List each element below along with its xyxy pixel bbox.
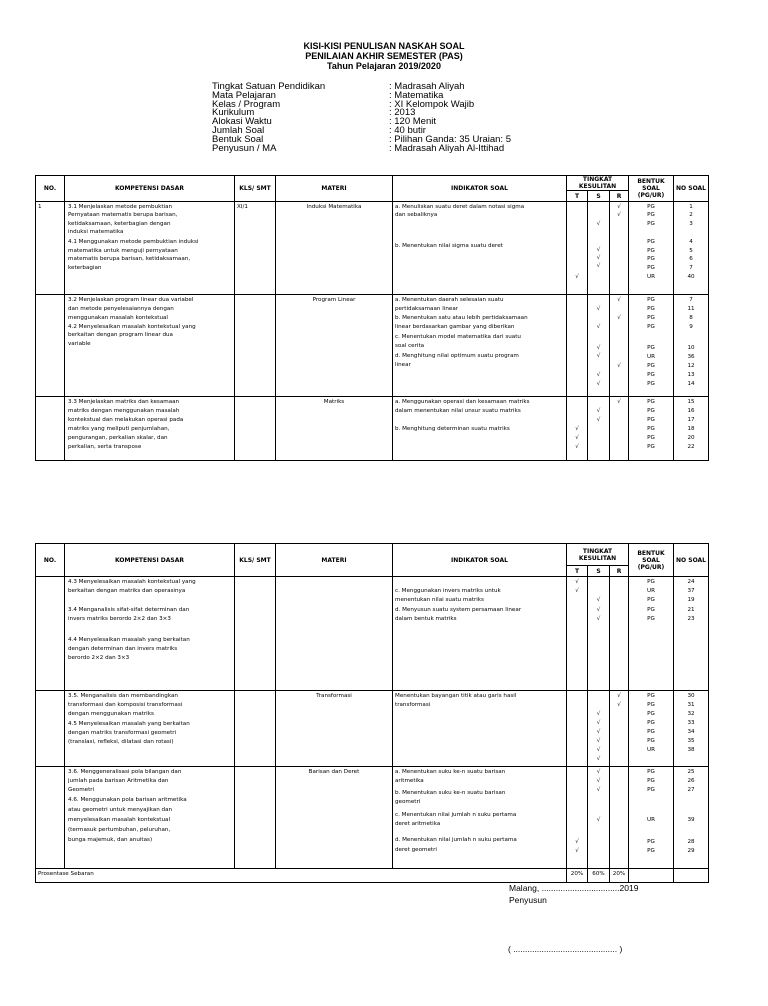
no-soal: 27 xyxy=(687,787,695,793)
kd-line: 4.2 Menyelesaikan masalah kontekstual yang xyxy=(68,324,196,330)
no-soal: 35 xyxy=(687,738,695,744)
materi: Transformasi xyxy=(316,693,352,699)
bentuk-soal: PG xyxy=(647,769,655,775)
no-soal: 37 xyxy=(687,588,695,594)
indikator-line: soal cerita xyxy=(395,343,425,349)
no-soal: 1 xyxy=(689,204,693,210)
no-soal: 23 xyxy=(687,616,695,622)
no-soal: 22 xyxy=(687,444,695,450)
col-nosoal: NO SOAL xyxy=(674,176,709,202)
bentuk-soal: PG xyxy=(647,778,655,784)
bentuk-soal: PG xyxy=(647,693,655,699)
kd-line: matematika untuk menguji pernyataan xyxy=(68,248,178,254)
no-soal: 2 xyxy=(689,212,693,218)
col-no: NO. xyxy=(36,176,65,202)
no-soal: 24 xyxy=(687,579,695,585)
kd-line: matriks dengan menggunakan masalah xyxy=(68,408,180,414)
check-mark: √ xyxy=(575,848,579,854)
info-value: : 2013 xyxy=(389,107,416,119)
bentuk-soal: PG xyxy=(647,848,655,854)
no-soal: 8 xyxy=(689,315,693,321)
no-soal: 36 xyxy=(687,354,695,360)
col-kls: KLS/ SMT xyxy=(235,544,276,577)
kd-line: 4.5 Menyelesaikan masalah yang berkaitan xyxy=(68,721,190,727)
no-soal: 38 xyxy=(687,747,695,753)
col-s: S xyxy=(588,566,610,577)
check-mark: √ xyxy=(596,408,601,414)
bentuk-soal: PG xyxy=(647,738,655,744)
check-mark: √ xyxy=(617,297,621,303)
kd-line: 3.5. Menganalisis dan membandingkan xyxy=(68,693,178,699)
no-soal: 7 xyxy=(689,265,693,271)
check-mark: √ xyxy=(596,417,601,423)
check-mark: √ xyxy=(575,274,579,280)
bentuk-soal: PG xyxy=(647,381,655,387)
no-soal: 32 xyxy=(687,711,695,717)
kd-line: 3.4 Menganalisis sifat-sifat determinan dan xyxy=(68,607,190,613)
bentuk-soal: PG xyxy=(647,729,655,735)
indikator-line: b. Menentukan satu atau lebih pertidaksamaan xyxy=(395,315,528,321)
info-key: Jumlah Soal xyxy=(212,124,265,136)
table-footer-row xyxy=(36,869,709,883)
bentuk-soal: UR xyxy=(647,747,655,753)
indikator-line: transformasi xyxy=(395,702,431,708)
bentuk-soal: PG xyxy=(647,239,655,245)
indikator-line: menentukan nilai suatu matriks xyxy=(395,597,484,603)
bentuk-soal: PG xyxy=(647,408,655,414)
bentuk-soal: PG xyxy=(647,256,655,262)
indikator-line: dalam bentuk matriks xyxy=(395,616,457,622)
kd-line: dengan menggunakan matriks xyxy=(68,711,154,717)
kd-line: 3.2 Menjelaskan program linear dua variabel xyxy=(68,297,194,303)
kd-line: berkaitan dengan matriks dan operasinya xyxy=(68,588,186,594)
info-value: : Madrasah Aliyah Al-Ittihad xyxy=(389,142,505,154)
kd-line: keterbagian xyxy=(68,265,102,271)
col-bentuk: BENTUK SOAL (PG/UR) xyxy=(629,176,674,202)
kd-line: (termasuk pertumbuhan, peluruhan, xyxy=(68,827,171,833)
doc-year: Tahun Pelajaran 2019/2020 xyxy=(327,61,441,71)
kd-line: berordo 2×2 dan 3×3 xyxy=(68,655,130,661)
check-mark: √ xyxy=(596,756,601,762)
no-soal: 30 xyxy=(687,693,695,699)
kd-line: matriks yang meliputi penjumlahan, xyxy=(68,426,170,432)
bentuk-soal: UR xyxy=(647,354,655,360)
indikator-line: d. Menyusun suatu system persamaan linear xyxy=(395,607,522,613)
indikator-line: b. Menghitung determinan suatu matriks xyxy=(395,426,510,432)
bentuk-soal: UR xyxy=(647,817,655,823)
bentuk-soal: PG xyxy=(647,372,655,378)
indikator-line: a. Menuliskan suatu deret dalam notasi sigma xyxy=(395,204,525,210)
bentuk-soal: PG xyxy=(647,839,655,845)
no-soal: 40 xyxy=(687,274,695,280)
no-soal: 11 xyxy=(687,306,695,312)
check-mark: √ xyxy=(596,769,601,775)
kd-line: perkalian, serta transpose xyxy=(68,444,142,450)
check-mark: √ xyxy=(596,345,601,351)
kd-line: dengan determinan dan invers matriks xyxy=(68,646,178,652)
materi: Barisan dan Deret xyxy=(308,769,360,775)
indikator-line: b. Menentukan nilai sigma suatu deret xyxy=(395,243,503,249)
check-mark: √ xyxy=(596,597,601,603)
table-row xyxy=(36,202,709,295)
col-tingkat: TINGKAT KESULITAN xyxy=(567,544,629,566)
bentuk-soal: UR xyxy=(647,274,655,280)
check-mark: √ xyxy=(596,729,601,735)
no-soal: 20 xyxy=(687,435,695,441)
col-materi: MATERI xyxy=(276,176,393,202)
col-r: R xyxy=(610,566,629,577)
bentuk-soal: PG xyxy=(647,265,655,271)
col-s: S xyxy=(588,191,610,202)
indikator-line: geometri xyxy=(395,799,421,805)
info-key: Kurikulum xyxy=(212,107,255,119)
no-soal: 10 xyxy=(687,345,695,351)
indikator-line: d. Menentukan nilai jumlah n suku pertama xyxy=(395,837,517,843)
col-nosoal: NO SOAL xyxy=(674,544,709,577)
col-bentuk: BENTUK SOAL (PG/UR) xyxy=(629,544,674,577)
kd-line: menggunakan masalah kontekstual xyxy=(68,315,168,321)
indikator-line: dalam menentukan nilai unsur suatu matriks xyxy=(395,408,521,414)
kd-line: jumlah pada barisan Aritmetika dan xyxy=(68,778,169,784)
bentuk-soal: PG xyxy=(647,345,655,351)
col-t: T xyxy=(567,566,588,577)
kisi-table-1 xyxy=(35,175,709,461)
no-soal: 34 xyxy=(687,729,695,735)
check-mark: √ xyxy=(575,426,579,432)
no-soal: 15 xyxy=(687,399,695,405)
no-soal: 4 xyxy=(689,239,693,245)
kd-line: 3.6. Menggeneralisasi pola bilangan dan xyxy=(68,769,182,775)
materi: Program Linear xyxy=(312,297,356,303)
info-value: : XI Kelompok Wajib xyxy=(389,98,475,110)
kd-line: dan metode penyelesaiannya dengan xyxy=(68,306,174,312)
bentuk-soal: PG xyxy=(647,306,655,312)
kd-line: berkaitan dengan program linear dua xyxy=(68,332,173,338)
check-mark: √ xyxy=(596,306,601,312)
kd-line: induksi matematika xyxy=(68,229,124,235)
info-value: : 40 butir xyxy=(389,124,426,136)
col-kompetensi: KOMPETENSI DASAR xyxy=(65,176,235,202)
indikator-line: a. Menggunakan operasi dan kesamaan matriks xyxy=(395,399,530,405)
kd-line: 4.1 Menggunakan metode pembuktian induksi xyxy=(68,239,199,245)
row-no: 1 xyxy=(38,204,42,210)
check-mark: √ xyxy=(596,607,601,613)
kd-line: Pernyataan matematis berupa barisan, xyxy=(68,212,178,218)
no-soal: 17 xyxy=(687,417,695,423)
check-mark: √ xyxy=(575,579,579,585)
col-kls: KLS/ SMT xyxy=(235,176,276,202)
table-row xyxy=(36,295,709,397)
indikator-line: c. Menentukan nilai jumlah n suku pertama xyxy=(395,812,517,818)
indikator-line: a. Menentukan daerah selesaian suatu xyxy=(395,297,504,303)
check-mark: √ xyxy=(617,204,621,210)
bentuk-soal: PG xyxy=(647,248,655,254)
indikator-line: deret aritmetika xyxy=(395,821,441,827)
col-materi: MATERI xyxy=(276,544,393,577)
col-t: T xyxy=(567,191,588,202)
kd-line: variable xyxy=(68,341,91,347)
no-soal: 21 xyxy=(687,607,695,613)
indikator-line: deret geometri xyxy=(395,847,437,853)
check-mark: √ xyxy=(596,738,601,744)
table-row xyxy=(36,691,709,767)
kd-line: (translasi, refleksi, dilatasi dan rotasi) xyxy=(68,739,174,745)
col-indikator: INDIKATOR SOAL xyxy=(393,544,567,577)
bentuk-soal: PG xyxy=(647,444,655,450)
prosentase-t: 20% xyxy=(570,871,584,877)
kd-line: 4.3 Menyelesaikan masalah kontekstual yang xyxy=(68,579,196,585)
bentuk-soal: PG xyxy=(647,297,655,303)
check-mark: √ xyxy=(596,817,601,823)
check-mark: √ xyxy=(596,221,601,227)
check-mark: √ xyxy=(596,381,601,387)
check-mark: √ xyxy=(596,778,601,784)
check-mark: √ xyxy=(617,315,621,321)
check-mark: √ xyxy=(617,693,621,699)
bentuk-soal: PG xyxy=(647,720,655,726)
no-soal: 14 xyxy=(687,381,695,387)
kls-smt: XI/1 xyxy=(237,204,248,210)
bentuk-soal: PG xyxy=(647,435,655,441)
bentuk-soal: PG xyxy=(647,212,655,218)
no-soal: 25 xyxy=(687,769,695,775)
bentuk-soal: PG xyxy=(647,221,655,227)
check-mark: √ xyxy=(575,444,579,450)
check-mark: √ xyxy=(596,324,601,330)
indikator-line: Menentukan bayangan titik atau garis hasil xyxy=(395,693,517,699)
kd-line: 3.3 Menjelaskan matriks dan kesamaan xyxy=(68,399,180,405)
check-mark: √ xyxy=(596,247,601,253)
kd-line: transformasi dan komposisi transformasi xyxy=(68,702,183,708)
no-soal: 28 xyxy=(687,839,695,845)
table-row xyxy=(36,397,709,461)
check-mark: √ xyxy=(596,711,601,717)
info-key: Penyusun / MA xyxy=(212,142,277,154)
check-mark: √ xyxy=(596,255,601,261)
materi: Matriks xyxy=(323,399,345,405)
doc-subtitle: PENILAIAN AKHIR SEMESTER (PAS) xyxy=(305,51,463,61)
info-key: Kelas / Program xyxy=(212,98,281,110)
no-soal: 7 xyxy=(689,297,693,303)
indikator-line: linear xyxy=(395,362,411,368)
indikator-line: a. Menentukan suku ke-n suatu barisan xyxy=(395,769,506,775)
table-row xyxy=(36,767,709,869)
kd-line: kontekstual dan melakukan operasi pada xyxy=(68,417,184,423)
info-key: Tingkat Satuan Pendidikan xyxy=(212,81,326,92)
bentuk-soal: PG xyxy=(647,579,655,585)
no-soal: 12 xyxy=(687,363,695,369)
check-mark: √ xyxy=(596,616,601,622)
prosentase-label: Prosentase Sebaran xyxy=(38,871,94,877)
check-mark: √ xyxy=(596,263,601,269)
col-r: R xyxy=(610,191,629,202)
bentuk-soal: UR xyxy=(647,588,655,594)
info-key: Mata Pelajaran xyxy=(212,89,276,101)
kd-line: ketidaksamaan, keterbagian dengan xyxy=(68,221,171,227)
indikator-line: aritmetika xyxy=(395,778,424,784)
info-value: : Madrasah Aliyah xyxy=(389,81,465,92)
bentuk-soal: PG xyxy=(647,597,655,603)
indikator-line: c. Menggunakan invers matriks untuk xyxy=(395,588,501,594)
info-value: : 120 Menit xyxy=(389,116,436,128)
no-soal: 5 xyxy=(689,248,693,254)
no-soal: 13 xyxy=(687,372,695,378)
indikator-line: linear berdasarkan gambar yang diberikan xyxy=(395,324,515,330)
kd-line: atau geometri untuk menyajikan dan xyxy=(68,807,173,813)
check-mark: √ xyxy=(575,588,579,594)
info-key: Alokasi Waktu xyxy=(212,116,272,128)
indikator-line: dan sebaliknya xyxy=(395,212,438,218)
info-key: Bentuk Soal xyxy=(212,133,264,145)
signature-place-date: Malang, .................................2019 xyxy=(509,883,639,893)
kd-line: 4.4 Menyelesaikan masalah yang berkaitan xyxy=(68,637,190,643)
kd-line: 3.1 Menjelaskan metode pembuktian xyxy=(68,204,173,210)
no-soal: 39 xyxy=(687,817,695,823)
check-mark: √ xyxy=(617,212,621,218)
col-indikator: INDIKATOR SOAL xyxy=(393,176,567,202)
bentuk-soal: PG xyxy=(647,711,655,717)
check-mark: √ xyxy=(596,353,601,359)
kd-line: dengan matriks transformasi geometri xyxy=(68,730,177,736)
col-no: NO. xyxy=(36,544,65,577)
indikator-line: b. Menentukan suku ke-n suatu barisan xyxy=(395,790,506,796)
kd-line: bunga majemuk, dan anuitas) xyxy=(68,837,153,843)
bentuk-soal: PG xyxy=(647,426,655,432)
bentuk-soal: PG xyxy=(647,315,655,321)
kd-line: invers matriks berordo 2×2 dan 3×3 xyxy=(68,616,171,622)
check-mark: √ xyxy=(596,747,601,753)
check-mark: √ xyxy=(575,839,579,845)
bentuk-soal: PG xyxy=(647,702,655,708)
bentuk-soal: PG xyxy=(647,616,655,622)
bentuk-soal: PG xyxy=(647,787,655,793)
prosentase-s: 60% xyxy=(592,871,605,877)
no-soal: 26 xyxy=(687,778,695,784)
kd-line: 4.6. Menggunakan pola barisan aritmetika xyxy=(68,797,187,803)
signature-name-blank: ( ............................................ ) xyxy=(508,944,623,954)
bentuk-soal: PG xyxy=(647,363,655,369)
table-row xyxy=(36,577,709,691)
check-mark: √ xyxy=(617,702,621,708)
doc-title: KISI-KISI PENULISAN NASKAH SOAL xyxy=(303,41,465,51)
kisi-table-2 xyxy=(35,543,709,883)
materi: Induksi Matematika xyxy=(306,204,362,210)
check-mark: √ xyxy=(596,720,601,726)
no-soal: 29 xyxy=(687,848,695,854)
kd-line: pengurangan, perkalian skalar, dan xyxy=(68,435,168,441)
no-soal: 19 xyxy=(687,597,695,603)
prosentase-r: 20% xyxy=(612,871,626,877)
check-mark: √ xyxy=(575,435,579,441)
indikator-line: pertidaksamaan linear xyxy=(395,306,459,312)
kd-line: menyelesaikan masalah kontekstual xyxy=(68,817,171,823)
bentuk-soal: PG xyxy=(647,417,655,423)
kd-line: Geometri xyxy=(68,787,95,793)
bentuk-soal: PG xyxy=(647,399,655,405)
kd-line: matematis berupa barisan, ketidaksamaan, xyxy=(68,256,191,262)
no-soal: 33 xyxy=(687,720,695,726)
signature-role: Penyusun xyxy=(509,895,547,905)
no-soal: 16 xyxy=(687,408,695,414)
bentuk-soal: PG xyxy=(647,204,655,210)
check-mark: √ xyxy=(596,372,601,378)
no-soal: 6 xyxy=(689,256,693,262)
indikator-line: c. Menentukan model matematika dari suatu xyxy=(395,334,521,340)
no-soal: 18 xyxy=(687,426,695,432)
indikator-line: d. Menghitung nilai optimum suatu program xyxy=(395,353,519,359)
check-mark: √ xyxy=(617,363,621,369)
no-soal: 9 xyxy=(689,324,693,330)
bentuk-soal: PG xyxy=(647,324,655,330)
info-value: : Pilihan Ganda: 35 Uraian: 5 xyxy=(389,133,511,145)
bentuk-soal: PG xyxy=(647,607,655,613)
info-value: : Matematika xyxy=(389,89,444,101)
col-kompetensi: KOMPETENSI DASAR xyxy=(65,544,235,577)
check-mark: √ xyxy=(596,787,601,793)
no-soal: 3 xyxy=(689,221,693,227)
no-soal: 31 xyxy=(687,702,695,708)
check-mark: √ xyxy=(617,399,621,405)
col-tingkat: TINGKAT KESULITAN xyxy=(567,176,629,191)
